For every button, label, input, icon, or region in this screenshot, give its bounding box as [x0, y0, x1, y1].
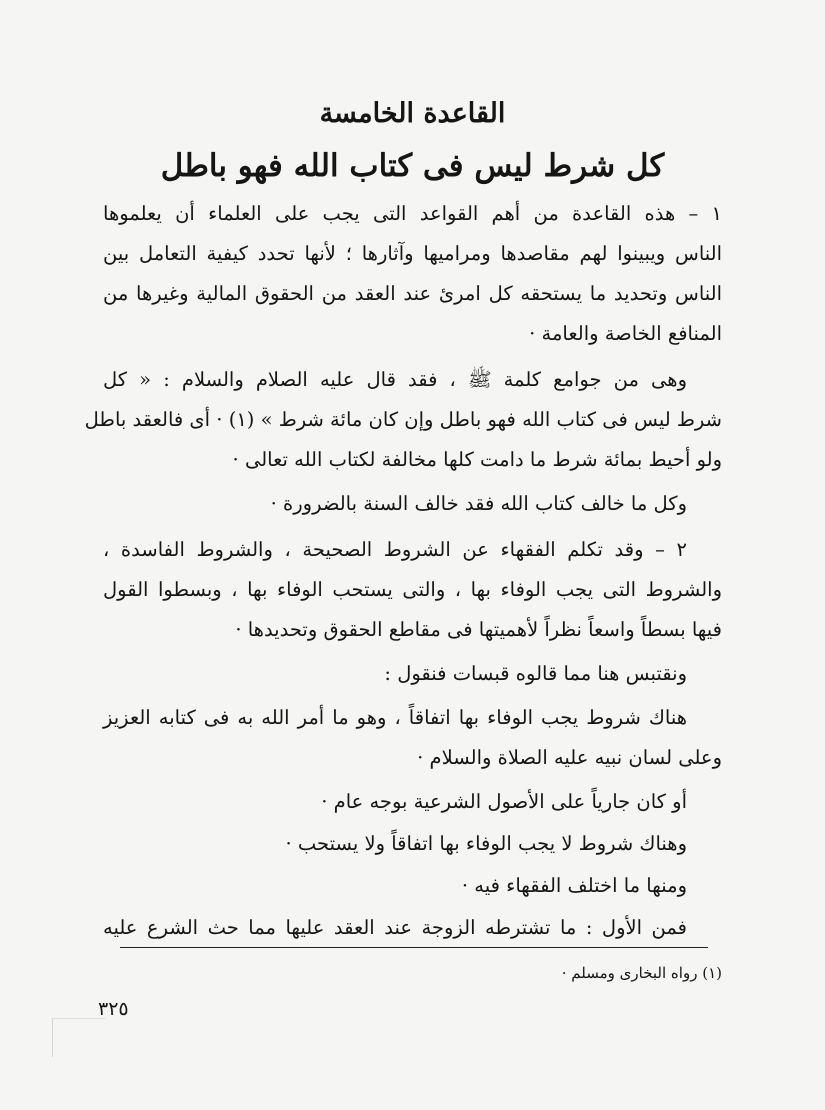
footnote-divider	[120, 947, 708, 948]
paragraph-3-line-1: وكل ما خالف كتاب الله فقد خالف السنة بالضرورة ·	[270, 492, 687, 515]
paragraph-10-line-1: فمن الأول : ما تشترطه الزوجة عند العقد عليها مما حث الشرع عليه	[103, 916, 687, 939]
paragraph-4-line-2: والشروط التى يجب الوفاء بها ، والتى يستحب الوفاء بها ، وبسطوا القول	[103, 578, 722, 601]
paragraph-2-line-2: شرط ليس فى كتاب الله فهو باطل وإن كان مائة شرط » (١) · أى فالعقد باطل	[84, 408, 722, 431]
paragraph-6-line-2: وعلى لسان نبيه عليه الصلاة والسلام ·	[417, 746, 722, 769]
paragraph-1-line-1: ١ – هذه القاعدة من أهم القواعد التى يجب على العلماء أن يعلموها	[103, 202, 722, 225]
paragraph-9-line-1: ومنها ما اختلف الفقهاء فيه ·	[461, 874, 687, 897]
paragraph-1-line-4: المنافع الخاصة والعامة ·	[529, 322, 722, 345]
footnote: (١) رواه البخارى ومسلم ·	[561, 964, 722, 982]
paragraph-8-line-1: وهناك شروط لا يجب الوفاء بها اتفاقاً ولا يستحب ·	[285, 832, 687, 855]
paragraph-1-line-2: الناس ويبينوا لهم مقاصدها ومراميها وآثارها ؛ لأنها تحدد كيفية التعامل بين	[103, 242, 722, 265]
page-number: ٣٢٥	[98, 998, 129, 1020]
rule-heading: كل شرط ليس فى كتاب الله فهو باطل	[160, 148, 665, 184]
paragraph-4-line-1: ٢ – وقد تكلم الفقهاء عن الشروط الصحيحة ، والشروط الفاسدة ،	[103, 538, 687, 561]
paragraph-2-line-3: ولو أحيط بمائة شرط ما دامت كلها مخالفة لكتاب الله تعالى ·	[232, 448, 722, 471]
paragraph-4-line-3: فيها بسطاً واسعاً نظراً لأهميتها فى مقاطع الحقوق وتحديدها ·	[235, 618, 722, 641]
paragraph-5-line-1: ونقتبس هنا مما قالوه قبسات فنقول :	[384, 662, 687, 685]
page-title: القاعدة الخامسة	[319, 98, 506, 129]
paragraph-7-line-1: أو كان جارياً على الأصول الشرعية بوجه عام ·	[321, 790, 687, 813]
paragraph-2-line-1: وهى من جوامع كلمة ﷺ ، فقد قال عليه الصلام والسلام : « كل	[103, 368, 687, 391]
paragraph-1-line-3: الناس وتحديد ما يستحقه كل امرئ عند العقد من الحقوق المالية وغيرها من	[103, 282, 722, 305]
scan-artifact	[52, 1018, 105, 1057]
paragraph-6-line-1: هناك شروط يجب الوفاء بها اتفاقاً ، وهو ما أمر الله به فى كتابه العزيز	[103, 706, 687, 729]
